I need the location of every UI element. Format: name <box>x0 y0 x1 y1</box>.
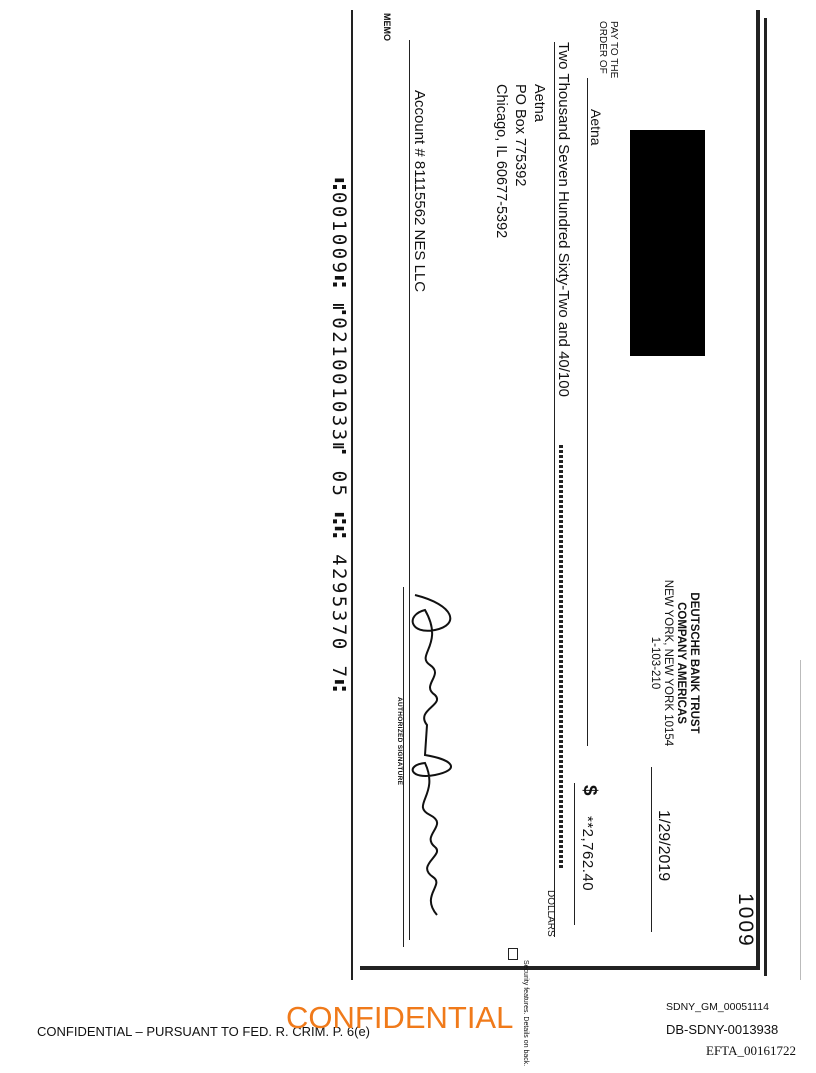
payee-address <box>491 84 548 344</box>
payee-line <box>587 78 588 746</box>
check-amount: **2,762.40 <box>579 816 596 892</box>
address-line-1: Aetna <box>531 84 547 122</box>
address-line-2: PO Box 775392 <box>512 84 528 187</box>
confidential-stamp: CONFIDENTIAL <box>286 1000 514 1035</box>
signature <box>395 585 465 925</box>
dollar-sign: $ <box>579 785 600 796</box>
pay-to-label-line-2: ORDER OF <box>597 21 608 74</box>
bates-number-2: DB-SDNY-0013938 <box>666 1022 779 1037</box>
check-border <box>756 10 760 970</box>
redaction-box <box>630 130 705 356</box>
scan-edge-right-faint <box>800 660 801 980</box>
pay-to-label-line-1: PAY TO THE <box>608 21 619 79</box>
bank-line-1: DEUTSCHE BANK TRUST <box>688 592 700 734</box>
check-border <box>360 966 760 970</box>
dollars-label: DOLLARS <box>545 890 556 937</box>
security-note: Security features. Details on back. <box>522 960 529 1067</box>
bank-line-3: NEW YORK, NEW YORK 10154 <box>662 579 674 747</box>
payee-name: Aetna <box>588 109 604 146</box>
bank-name-block <box>648 568 700 758</box>
bates-number-3: EFTA_00161722 <box>706 1043 796 1058</box>
signature-label: AUTHORIZED SIGNATURE <box>396 697 403 786</box>
bank-line-4: 1-103-210 <box>649 636 661 690</box>
micr-line: ⑆001009⑆ ⑈021001033⑈ 05 ⑆⑆ 4295370 7⑆ <box>328 178 350 694</box>
amount-line <box>574 783 575 925</box>
address-line-3: Chicago, IL 60677-5392 <box>493 84 509 239</box>
check-number: 1009 <box>734 893 757 948</box>
bates-number-1: SDNY_GM_00051114 <box>666 1001 769 1013</box>
signature-line <box>403 587 404 947</box>
amount-words-line <box>554 42 555 937</box>
confidential-notice: CONFIDENTIAL – PURSUANT TO FED. R. CRIM. P. 6(e) <box>37 1024 371 1039</box>
memo-text: Account # 81115562 NES LLC <box>411 90 428 293</box>
padlock-icon <box>508 948 518 960</box>
fill-stars <box>559 445 563 870</box>
pay-to-label <box>597 21 619 78</box>
amount-in-words: Two Thousand Seven Hundred Sixty-Two and 40/100 <box>555 42 572 397</box>
memo-label: MEMO <box>382 13 392 41</box>
check-date: 1/29/2019 <box>655 810 672 882</box>
date-line <box>651 767 652 932</box>
bank-line-2: COMPANY AMERICAS <box>675 602 687 724</box>
scan-edge-right <box>764 18 767 976</box>
